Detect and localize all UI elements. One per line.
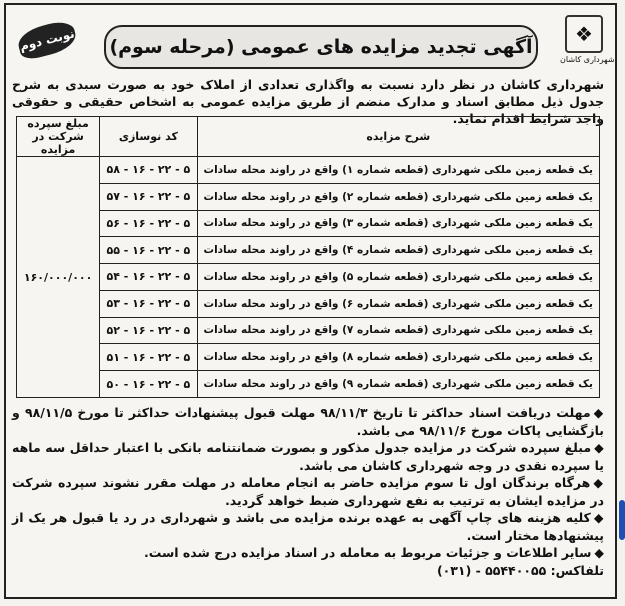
term-item: [12, 404, 604, 439]
table-row: [17, 344, 600, 371]
row-code: ۵ - ۲۲ - ۱۶ - ۵۲: [100, 317, 197, 344]
row-description: یک قطعه زمین ملکی شهرداری (قطعه شماره ۶) واقع در راوند محله سادات: [197, 290, 599, 317]
municipality-logo: [560, 13, 615, 73]
auction-table: [16, 116, 600, 398]
row-description: یک قطعه زمین ملکی شهرداری (قطعه شماره ۲) واقع در راوند محله سادات: [197, 183, 599, 210]
edge-mark: [619, 500, 625, 540]
edition-badge-label: نوبت دوم: [15, 18, 79, 61]
table-row: [17, 264, 600, 291]
table-row: [17, 371, 600, 398]
row-code: ۵ - ۲۲ - ۱۶ - ۵۱: [100, 344, 197, 371]
header-deposit: مبلغ سپرده شرکت در مزایده: [17, 117, 100, 157]
logo-caption: شهرداری کاشان: [560, 55, 615, 64]
row-description: یک قطعه زمین ملکی شهرداری (قطعه شماره ۱) واقع در راوند محله سادات: [197, 157, 599, 184]
row-description: یک قطعه زمین ملکی شهرداری (قطعه شماره ۴) واقع در راوند محله سادات: [197, 237, 599, 264]
term-text: کلیه هزینه های چاپ آگهی به عهده برنده مزایده می باشد و شهرداری در رد یا قبول هر یک از پیشنهادها مختار است.: [12, 510, 604, 543]
term-text: مهلت دریافت اسناد حداکثر تا تاریخ ۹۸/۱۱/۳ مهلت قبول پیشنهادات حداکثر تا مورخ ۹۸/۱۱/۵ و بازگشایی پاکات مورخ ۹۸/۱۱/۶ می باشد.: [12, 405, 604, 438]
row-code: ۵ - ۲۲ - ۱۶ - ۵۵: [100, 237, 197, 264]
diamond-bullet-icon: ◆: [593, 475, 604, 490]
row-code: ۵ - ۲۲ - ۱۶ - ۵۶: [100, 210, 197, 237]
row-code: ۵ - ۲۲ - ۱۶ - ۵۳: [100, 290, 197, 317]
row-description: یک قطعه زمین ملکی شهرداری (قطعه شماره ۵) واقع در راوند محله سادات: [197, 264, 599, 291]
row-description: یک قطعه زمین ملکی شهرداری (قطعه شماره ۳) واقع در راوند محله سادات: [197, 210, 599, 237]
deposit-amount: ۱۶۰/۰۰۰/۰۰۰: [17, 157, 100, 398]
row-description: یک قطعه زمین ملکی شهرداری (قطعه شماره ۸) واقع در راوند محله سادات: [197, 344, 599, 371]
row-code: ۵ - ۲۲ - ۱۶ - ۵۷: [100, 183, 197, 210]
term-text: مبلغ سپرده شرکت در مزایده جدول مذکور و بصورت ضمانتنامه بانکی با اعتبار حداقل سه ماهه یا سپرده نقدی در وجه شهرداری کاشان می باشد.: [12, 440, 604, 473]
table-row: [17, 183, 600, 210]
header-code: کد نوسازی: [100, 117, 197, 157]
table-row: [17, 237, 600, 264]
term-item: [12, 439, 604, 474]
row-code: ۵ - ۲۲ - ۱۶ - ۵۰: [100, 371, 197, 398]
table-header-row: [17, 117, 600, 157]
term-item: [12, 474, 604, 509]
row-code: ۵ - ۲۲ - ۱۶ - ۵۸: [100, 157, 197, 184]
row-code: ۵ - ۲۲ - ۱۶ - ۵۴: [100, 264, 197, 291]
diamond-bullet-icon: ◆: [594, 440, 604, 455]
table-row: [17, 317, 600, 344]
header-description: شرح مزایده: [197, 117, 599, 157]
edition-badge: [14, 17, 94, 63]
terms-section: [12, 404, 604, 579]
diamond-bullet-icon: ◆: [593, 510, 604, 525]
notice-header: [12, 11, 615, 77]
row-description: یک قطعه زمین ملکی شهرداری (قطعه شماره ۹) واقع در راوند محله سادات: [197, 371, 599, 398]
table-row: [17, 290, 600, 317]
intro-paragraph: شهرداری کاشان در نظر دارد نسبت به واگذاری تعدادی از املاک خود به صورت سبدی به شرح جدول ذیل مطابق اسناد و مدارک منضم از طریق مزایده عمومی به اشخاص حقیقی و حقوقی واجد شرایط اقدام نماید.: [12, 77, 604, 126]
table-row: [17, 210, 600, 237]
diamond-bullet-icon: ◆: [593, 405, 604, 420]
table-row: [17, 157, 600, 184]
notice-title: آگهی تجدید مزایده های عمومی (مرحله سوم): [104, 25, 538, 69]
term-text: سایر اطلاعات و جزئیات مربوط به معامله در اسناد مزایده درج شده است.: [143, 545, 592, 560]
term-item: [12, 509, 604, 544]
term-item: [12, 544, 604, 562]
diamond-bullet-icon: ◆: [594, 545, 604, 560]
municipality-emblem-icon: ❖: [565, 15, 603, 53]
row-description: یک قطعه زمین ملکی شهرداری (قطعه شماره ۷) واقع در راوند محله سادات: [197, 317, 599, 344]
phone-line: تلفاکس: ۵۵۴۴۰۰۵۵ - (۰۳۱): [436, 562, 604, 578]
term-text: هرگاه برندگان اول تا سوم مزایده حاضر به انجام معامله در مهلت مقرر نشوند سپرده شرکت در مزایده ایشان به ترتیب به نفع شهرداری ضبط خواهد گردید.: [12, 475, 604, 508]
